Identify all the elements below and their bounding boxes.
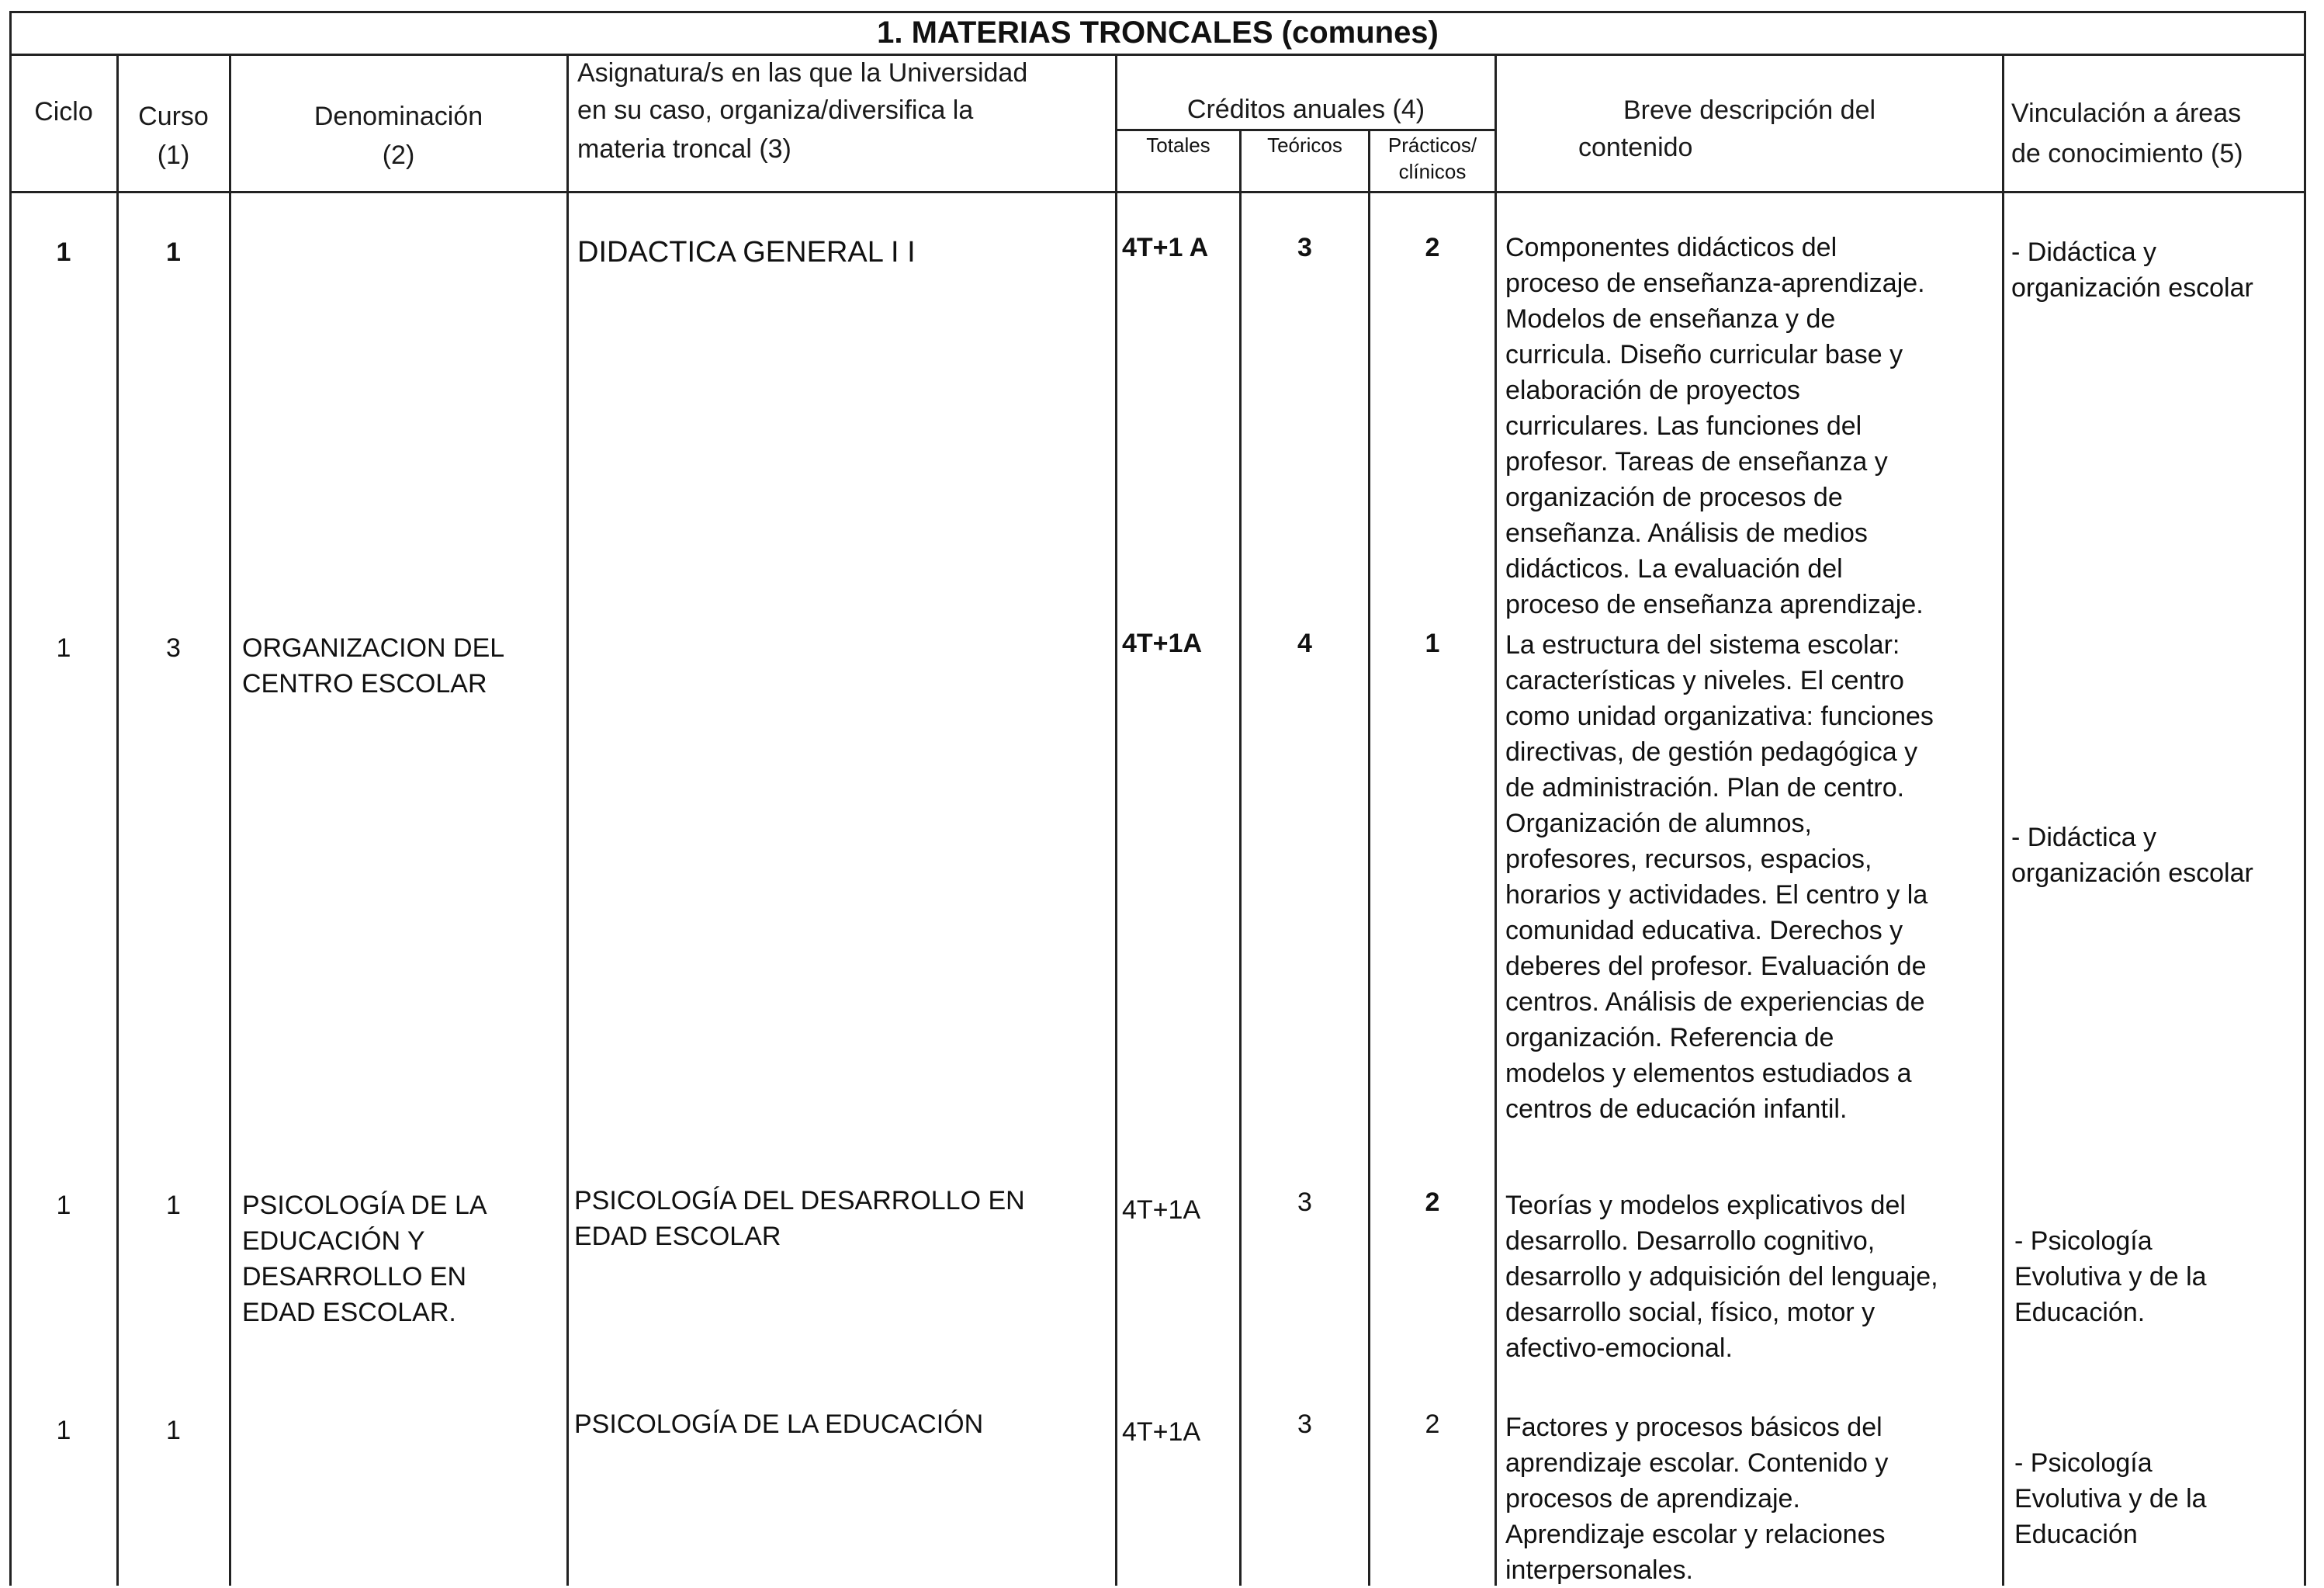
row1-ciclo: 1 [56, 238, 71, 267]
header-asignatura-line2: en su caso, organiza/diversifica la [577, 95, 974, 125]
description-line: curricula. Diseño curricular base y [1505, 340, 1903, 369]
column-divider [566, 56, 569, 1586]
header-creditos: Créditos anuales (4) [1186, 95, 1425, 124]
description-line: horarios y actividades. El centro y la [1505, 880, 1928, 910]
row4-vinculacion [2014, 1445, 2207, 1552]
area-line: Educación. [2014, 1298, 2146, 1327]
denomination-line: EDUCACIÓN Y [242, 1226, 425, 1256]
header-descripcion-line2: contenido [1578, 133, 1693, 162]
row1-descripcion [1505, 230, 1925, 622]
area-line: organización escolar [2011, 273, 2253, 303]
row3-totales: 4T+1A [1122, 1195, 1201, 1225]
header-totales: Totales [1146, 133, 1210, 157]
column-divider [2002, 56, 2004, 1586]
header-asignatura-line1: Asignatura/s en las que la Universidad [577, 58, 1028, 88]
header-denominacion: Denominación [313, 102, 483, 131]
column-divider [1115, 56, 1117, 1586]
subject-line: EDAD ESCOLAR [574, 1222, 781, 1251]
description-line: Modelos de enseñanza y de [1505, 304, 1836, 334]
description-line: comunidad educativa. Derechos y [1505, 916, 1903, 945]
description-line: procesos de aprendizaje. [1505, 1484, 1800, 1513]
denomination-line: ORGANIZACION DEL [242, 633, 505, 663]
description-line: deberes del profesor. Evaluación de [1505, 952, 1927, 981]
description-line: directivas, de gestión pedagógica y [1505, 737, 1918, 767]
area-line: Educación [2014, 1520, 2138, 1549]
description-line: Organización de alumnos, [1505, 809, 1813, 838]
row4-asignatura: PSICOLOGÍA DE LA EDUCACIÓN [574, 1409, 984, 1439]
row3-asignatura [574, 1183, 1025, 1254]
description-line: Teorías y modelos explicativos del [1505, 1191, 1906, 1220]
row4-practicos: 2 [1425, 1409, 1440, 1439]
description-line: elaboración de proyectos [1505, 376, 1800, 405]
description-line: desarrollo. Desarrollo cognitivo, [1505, 1226, 1875, 1256]
description-line: didácticos. La evaluación del [1505, 554, 1843, 584]
row3-descripcion [1505, 1188, 1938, 1366]
row2-denominacion [242, 630, 504, 702]
header-vinculacion-line2: de conocimiento (5) [2011, 139, 2243, 168]
column-divider [116, 56, 119, 1586]
header-vinculacion: Vinculación a áreas [2011, 99, 2242, 128]
description-line: proceso de enseñanza aprendizaje. [1505, 590, 1924, 619]
area-line: - Didáctica y [2011, 238, 2157, 267]
description-line: modelos y elementos estudiados a [1505, 1059, 1912, 1088]
area-line: organización escolar [2011, 858, 2253, 888]
row3-denominacion [242, 1188, 487, 1330]
row4-ciclo: 1 [56, 1416, 71, 1445]
column-divider [1239, 130, 1242, 1586]
description-line: Factores y procesos básicos del [1505, 1413, 1882, 1442]
header-descripcion: Breve descripción del [1623, 95, 1876, 125]
description-line: profesor. Tareas de enseñanza y [1505, 447, 1888, 477]
row1-teoricos: 3 [1297, 233, 1312, 262]
header-teoricos: Teóricos [1267, 133, 1342, 157]
row1-curso: 1 [166, 238, 181, 267]
description-line: desarrollo y adquisición del lenguaje, [1505, 1262, 1938, 1292]
description-line: curriculares. Las funciones del [1505, 411, 1862, 441]
description-line: organización de procesos de [1505, 483, 1843, 512]
header-denominacion-note: (2) [382, 140, 415, 170]
row2-vinculacion [2011, 820, 2253, 891]
area-line: Evolutiva y de la [2014, 1262, 2207, 1292]
area-line: Evolutiva y de la [2014, 1484, 2207, 1513]
header-asignatura-line3: materia troncal (3) [577, 134, 791, 164]
row2-descripcion [1505, 627, 1934, 1127]
description-line: enseñanza. Análisis de medios [1505, 518, 1868, 548]
description-line: organización. Referencia de [1505, 1023, 1834, 1052]
description-line: Aprendizaje escolar y relaciones [1505, 1520, 1886, 1549]
column-divider [1368, 130, 1370, 1586]
row1-totales: 4T+1 A [1122, 233, 1209, 262]
credits-subheader-rule [1115, 129, 1494, 131]
row2-ciclo: 1 [56, 633, 71, 663]
row1-practicos: 2 [1425, 233, 1440, 262]
row4-descripcion [1505, 1409, 1888, 1588]
row4-curso: 1 [166, 1416, 181, 1445]
description-line: características y niveles. El centro [1505, 666, 1904, 695]
description-line: La estructura del sistema escolar: [1505, 630, 1900, 660]
description-line: Componentes didácticos del [1505, 233, 1837, 262]
description-line: centros. Análisis de experiencias de [1505, 987, 1925, 1017]
row4-teoricos: 3 [1297, 1409, 1312, 1439]
description-line: interpersonales. [1505, 1555, 1693, 1585]
row2-teoricos: 4 [1297, 629, 1312, 658]
description-line: afectivo-emocional. [1505, 1333, 1733, 1363]
header-curso-note: (1) [157, 140, 190, 170]
row3-vinculacion [2014, 1223, 2207, 1330]
description-line: como unidad organizativa: funciones [1505, 702, 1934, 731]
table-title: 1. MATERIAS TRONCALES (comunes) [9, 11, 2306, 56]
column-divider [1494, 56, 1497, 1586]
area-line: - Psicología [2014, 1448, 2153, 1478]
row2-totales: 4T+1A [1122, 629, 1202, 658]
row4-totales: 4T+1A [1122, 1417, 1201, 1447]
row2-curso: 3 [166, 633, 181, 663]
subject-line: PSICOLOGÍA DEL DESARROLLO EN [574, 1186, 1025, 1215]
header-curso: Curso [138, 102, 209, 131]
row1-asignatura: DIDACTICA GENERAL I I [577, 236, 916, 269]
description-line: centros de educación infantil. [1505, 1094, 1848, 1124]
row3-teoricos: 3 [1297, 1188, 1312, 1217]
denomination-line: EDAD ESCOLAR. [242, 1298, 456, 1327]
row1-vinculacion [2011, 234, 2253, 306]
description-line: de administración. Plan de centro. [1505, 773, 1905, 803]
denomination-line: PSICOLOGÍA DE LA [242, 1191, 487, 1220]
description-line: desarrollo social, físico, motor y [1505, 1298, 1875, 1327]
area-line: - Didáctica y [2011, 823, 2157, 852]
area-line: - Psicología [2014, 1226, 2153, 1256]
denomination-line: CENTRO ESCOLAR [242, 669, 487, 699]
description-line: aprendizaje escolar. Contenido y [1505, 1448, 1889, 1478]
row3-curso: 1 [166, 1191, 181, 1220]
header-practicos-clinicos: clínicos [1398, 160, 1467, 183]
denomination-line: DESARROLLO EN [242, 1262, 467, 1292]
description-line: proceso de enseñanza-aprendizaje. [1505, 269, 1925, 298]
header-practicos: Prácticos/ [1387, 133, 1477, 157]
row3-ciclo: 1 [56, 1191, 71, 1220]
row3-practicos: 2 [1425, 1188, 1440, 1217]
header-bottom-rule [9, 191, 2306, 193]
column-divider [229, 56, 231, 1586]
header-ciclo: Ciclo [34, 97, 93, 127]
description-line: profesores, recursos, espacios, [1505, 844, 1872, 874]
row2-practicos: 1 [1425, 629, 1440, 658]
